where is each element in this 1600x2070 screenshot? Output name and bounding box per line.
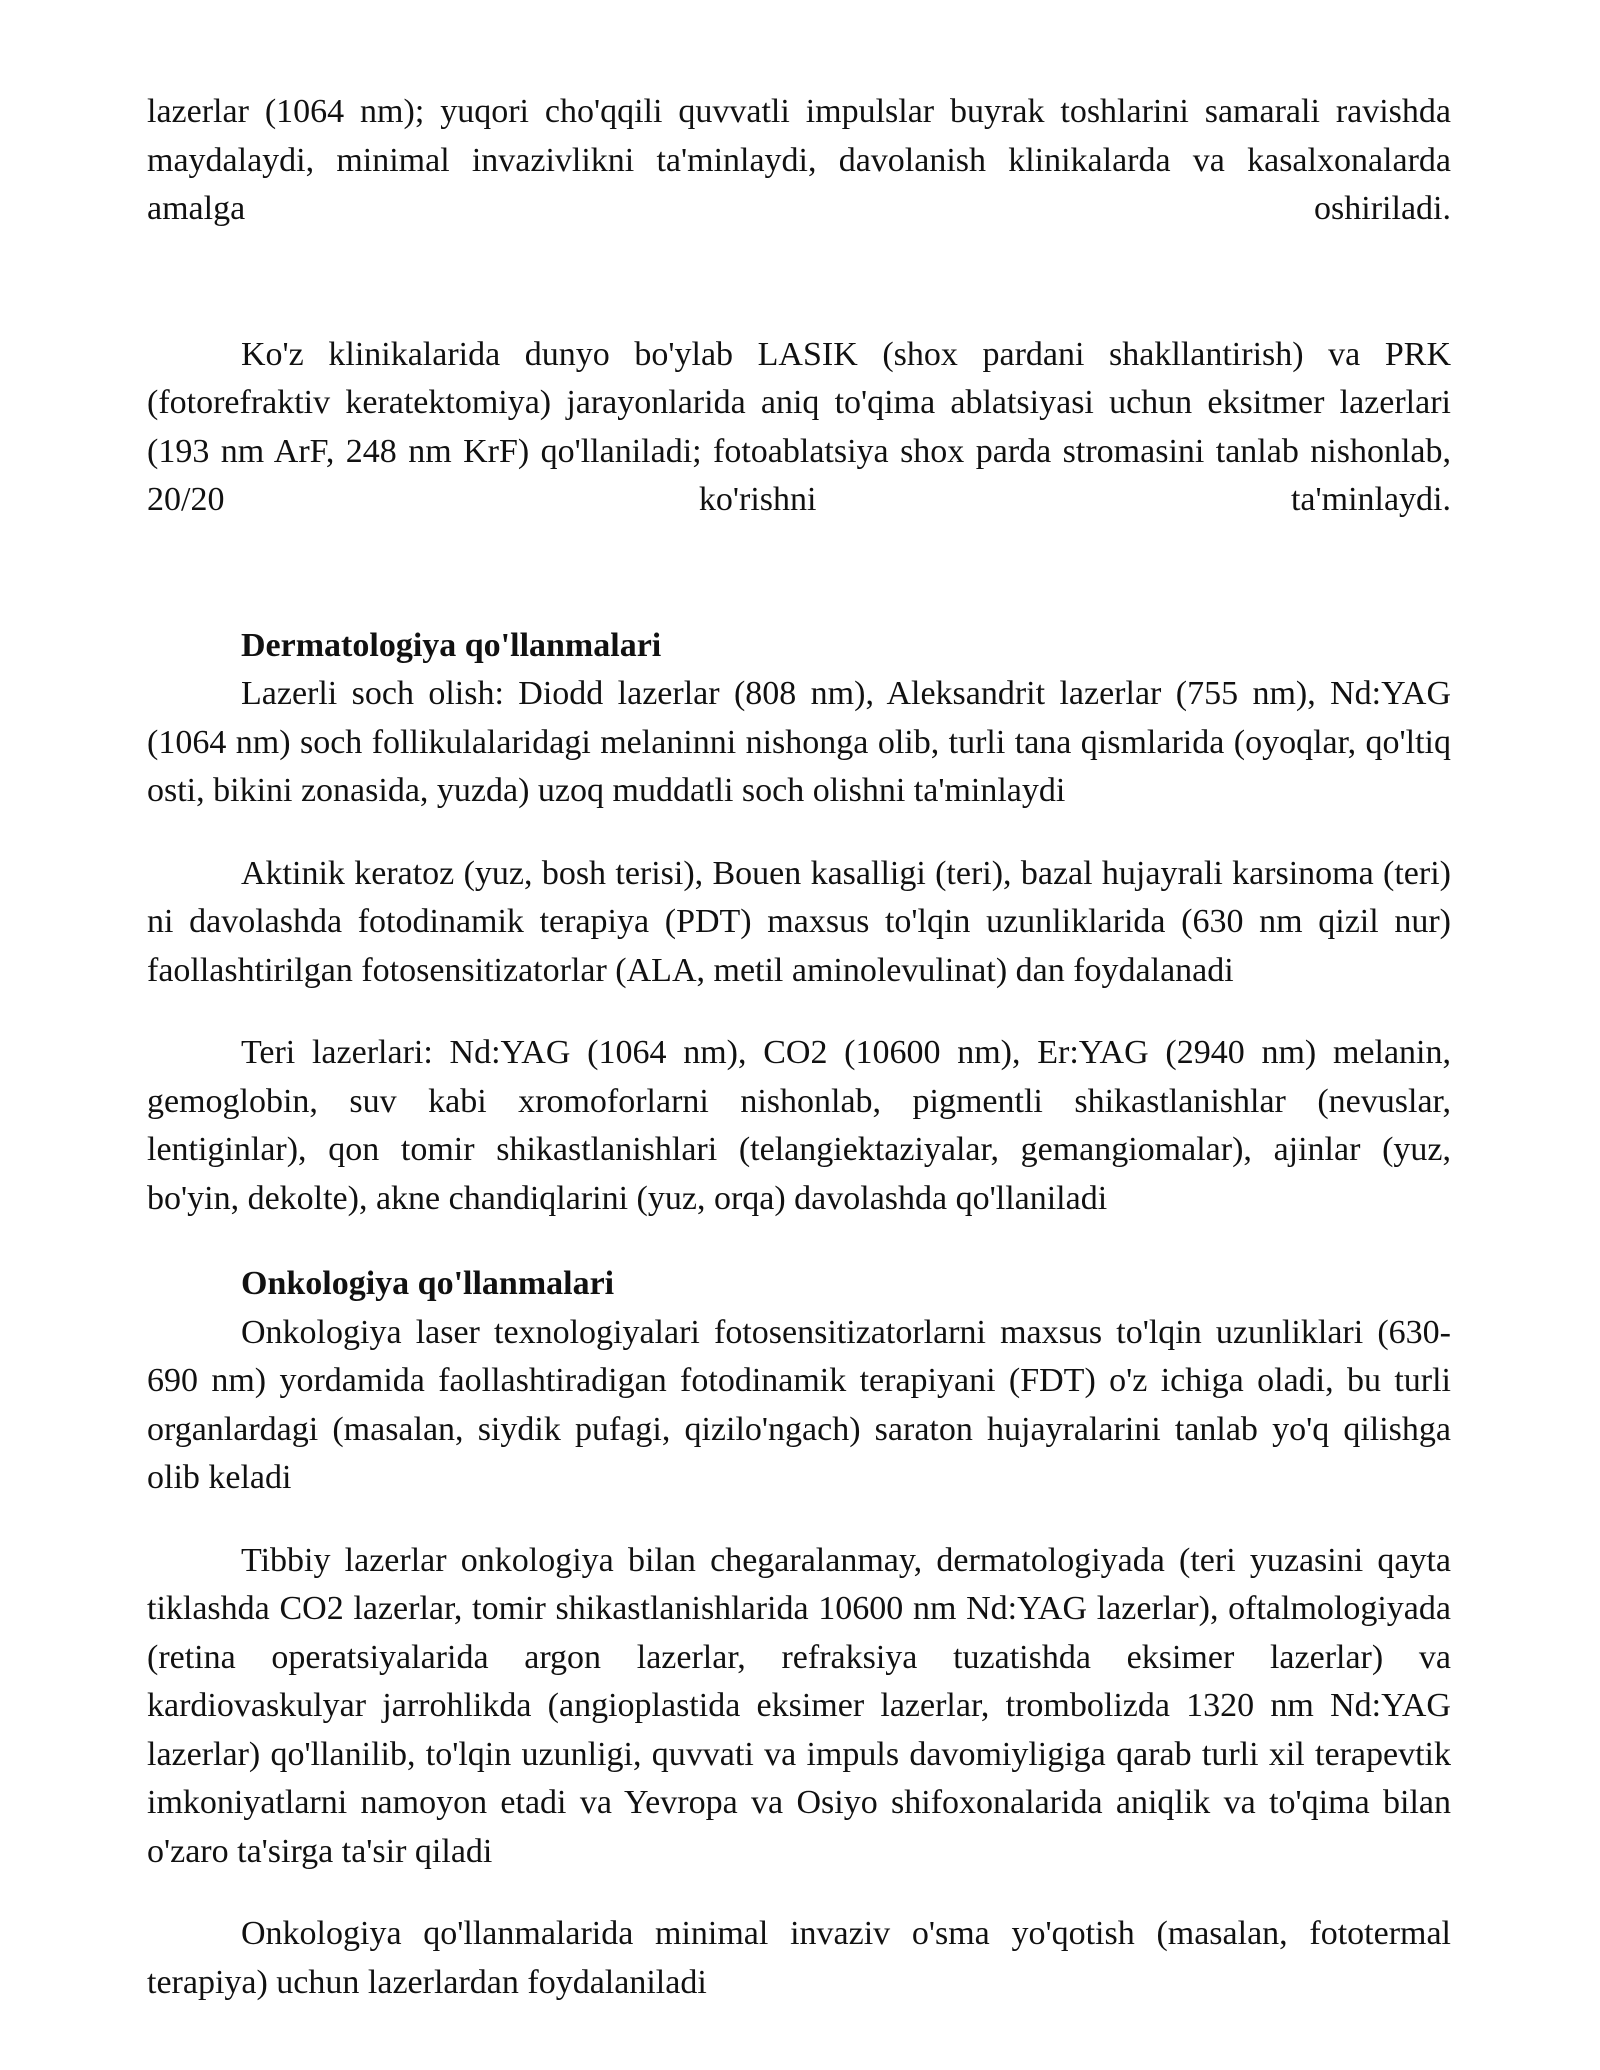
paragraph-medical-lasers-overview: Tibbiy lazerlar onkologiya bilan chegaralanmay, dermatologiyada (teri yuzasini qayta tiklashda CO2 lazerlar, tomir shikastlanishlarida 10600 nm Nd:YAG lazerlar), oftalmologiyada (retina operatsiyalarida argon lazerlar, refraksiya tuzatishda eksimer lazerlar) va kardiovaskulyar jarrohlikda (angioplastida eksimer lazerlar, trombolizda 1320 nm Nd:YAG lazerlar) qo'llanilib, to'lqin uzunligi, quvvati va impuls davomiyligiga qarab turli xil terapevtik imkoniyatlarni namoyon etadi va Yevropa va Osiyo shifoxonalarida aniqlik va to'qima bilan o'zaro ta'sirga ta'sir qiladi — [147, 1541, 1451, 1870]
paragraph-spacer — [147, 1503, 1451, 1537]
paragraph-spacer — [147, 234, 1451, 331]
paragraph-oncology-fdt: Onkologiya laser texnologiyalari fotosensitizatorlarni maxsus to'lqin uzunliklari (630-690 nm) yordamida faollashtiradigan fotodinamik terapiyani (FDT) o'z ichiga oladi, bu turli organlardagi (masalan, siydik pufagi, qizilo'ngach) saraton hujayralarini tanlab yo'q qilishga olib keladi — [147, 1313, 1451, 1496]
paragraph-skin-lasers: Teri lazerlari: Nd:YAG (1064 nm), CO2 (10600 nm), Er:YAG (2940 nm) melanin, gemoglobin, suv kabi xromoforlarni nishonlab, pigmentli shikastlanishlar (nevuslar, lentiginlar), qon tomir shikastlanishlari (telangiektaziyalar, gemangiomalar), ajinlar (yuz, bo'yin, dekolte), akne chandiqlarini (yuz, orqa) davolashda qo'llaniladi — [147, 1034, 1451, 1217]
section-heading-oncology: Onkologiya qo'llanmalari — [241, 1265, 615, 1302]
paragraph-hair-removal: Lazerli soch olish: Diodd lazerlar (808 nm), Aleksandrit lazerlar (755 nm), Nd:YAG (1064 nm) soch follikulalaridagi melaninni nishonga olib, turli tana qismlarida (oyoqlar, qo'ltiq osti, bikini zonasida, yuzda) uzoq muddatli soch olishni ta'minlaydi — [147, 675, 1451, 809]
section-heading-dermatology: Dermatologiya qo'llanmalari — [241, 626, 662, 664]
paragraph-spacer — [147, 995, 1451, 1029]
paragraph-spacer — [147, 816, 1451, 850]
paragraph-eye-clinics: Ko'z klinikalarida dunyo bo'ylab LASIK (shox pardani shakllantirish) va PRK (fotorefraktiv keratektomiya) jarayonlarida aniq to'qima ablatsiyasi uchun eksitmer lazerlari (193 nm ArF, 248 nm KrF) qo'llaniladi; fotoablatsiya shox parda stromasini tanlab nishonlab, 20/20 ko'rishni ta'minlaydi. — [147, 335, 1451, 518]
paragraph-spacer — [147, 1223, 1451, 1260]
paragraph-photodynamic-therapy: Aktinik keratoz (yuz, bosh terisi), Bouen kasalligi (teri), bazal hujayrali karsinoma (teri) ni davolashda fotodinamik terapiya (PDT) maxsus to'lqin uzunliklarida (630 nm qizil nur) faollashtirilgan fotosensitizatorlar (ALA, metil aminolevulinat) dan foydalanadi — [147, 854, 1451, 989]
paragraph-spacer — [147, 1876, 1451, 1910]
paragraph-kidney-stone-lasers: lazerlar (1064 nm); yuqori cho'qqili quvvatli impulslar buyrak toshlarini samarali ravishda maydalaydi, minimal invazivlikni ta'minlaydi, davolanish klinikalarda va kasalxonalarda amalga oshiriladi. — [147, 93, 1451, 227]
document-page — [147, 88, 1451, 2007]
paragraph-spacer — [147, 525, 1451, 622]
paragraph-tumor-removal: Onkologiya qo'llanmalarida minimal invaziv o'sma yo'qotish (masalan, fototermal terapiya) uchun lazerlardan foydalaniladi — [147, 1915, 1451, 2001]
